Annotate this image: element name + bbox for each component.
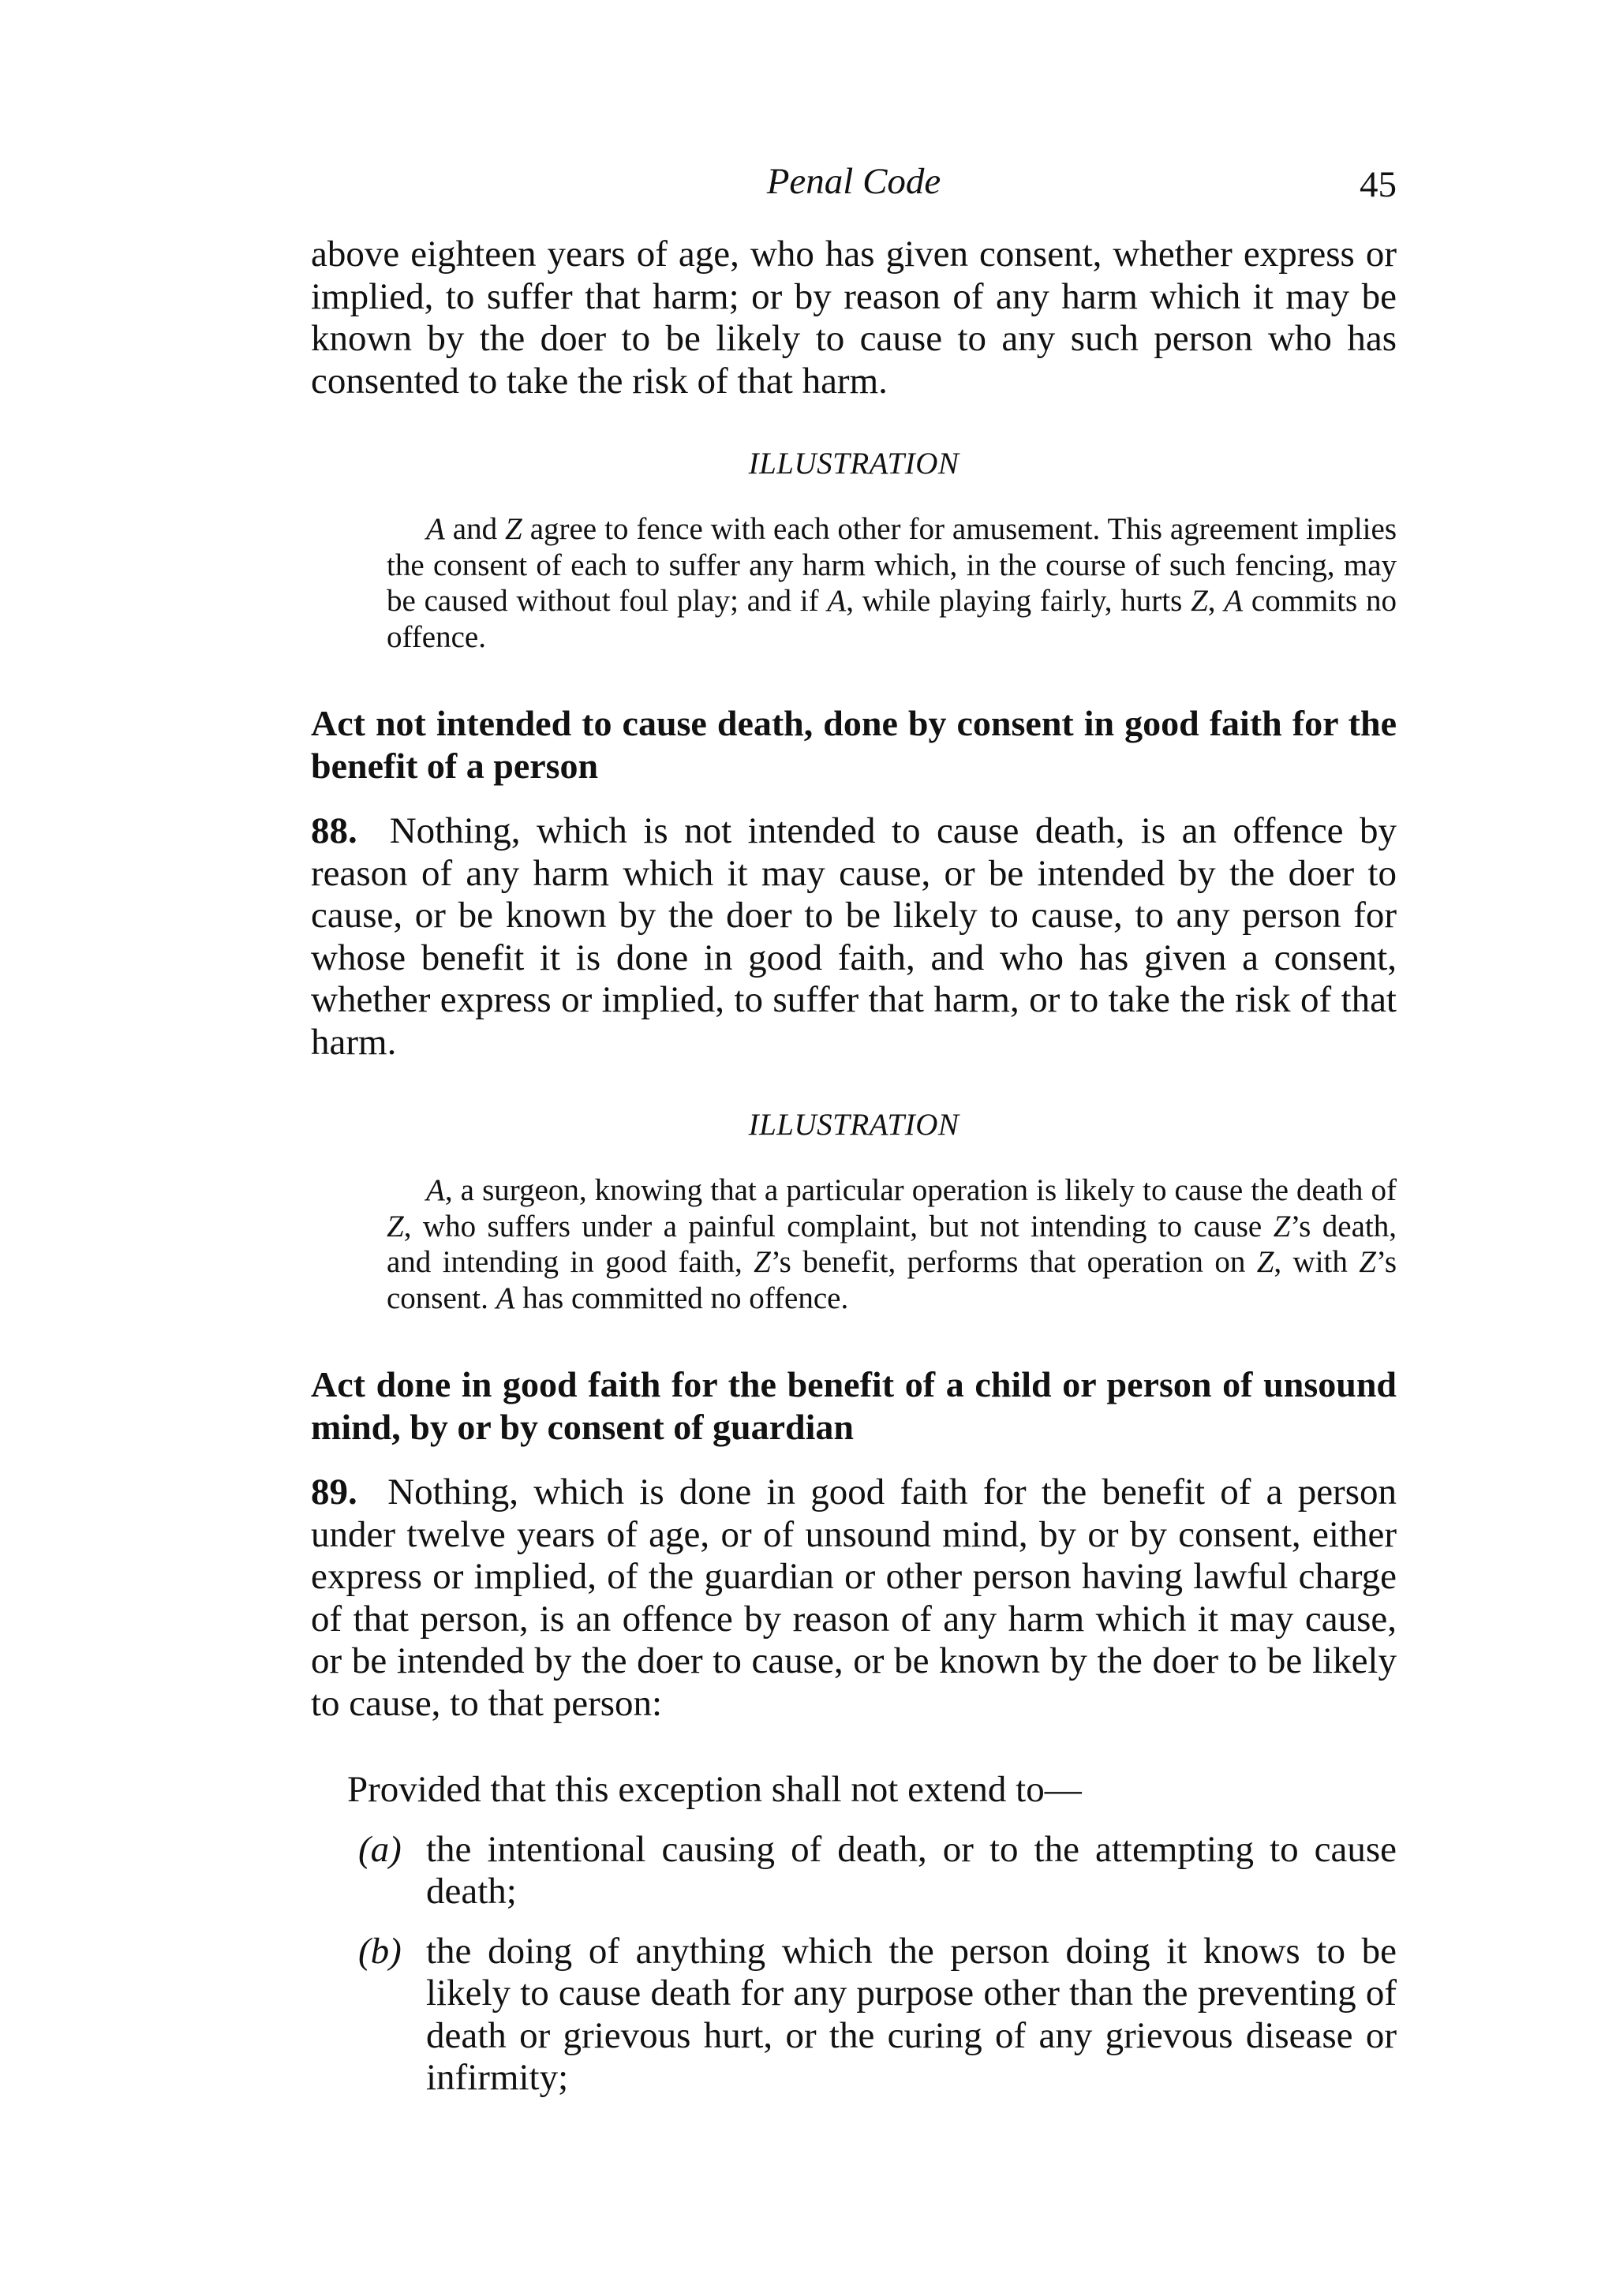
section-89-text <box>311 1471 1397 1725</box>
illustration-party-name: Z <box>1359 1245 1376 1279</box>
illustration-text-span: and <box>444 512 506 546</box>
illustration-text <box>387 511 1397 655</box>
illustration-party-name: Z <box>387 1209 404 1243</box>
section-body: Nothing, which is not intended to cause death, is an offence by reason of any harm which it may cause, or be intended by the doer to cause, or be known by the doer to be likely to cause, to any person for whose benefit it is done in good faith, and who has given a consent, whether express or implied, to suffer that harm, or to take the risk of that harm. <box>311 810 1397 1063</box>
illustration-text-span: , a surgeon, knowing that a particular operation is likely to cause the death of <box>444 1173 1397 1207</box>
section-number: 88. <box>311 810 357 851</box>
section-heading-88: Act not intended to cause death, done by consent in good faith for the benefit of a person <box>311 703 1397 786</box>
illustration-text-span: commits no offence. <box>387 584 1397 654</box>
illustration-party-name: Z <box>1256 1245 1274 1279</box>
section-body: Nothing, which is done in good faith for the benefit of a person under twelve years of age, or of unsound mind, by or by consent, either express or implied, of the guardian or other person having lawful charge of that person, is an offence by reason of any harm which it may cause, or be intended by the doer to cause, or be known by the doer to be likely to cause, to that person: <box>311 1471 1397 1724</box>
illustration-text-span: , who suffers under a painful complaint, but not intending to cause <box>403 1209 1274 1243</box>
illustration-party-name: A <box>1224 584 1244 618</box>
illustration-text-span: has committed no offence. <box>514 1281 849 1315</box>
illustration-party-name: A <box>827 584 847 618</box>
clause-text: the doing of anything which the person doing it knows to be likely to cause death for any purpose other than the preventing of death or grievous hurt, or the curing of any grievous disease or infirmity; <box>426 1930 1397 2098</box>
header-title: Penal Code <box>766 161 941 202</box>
illustration-text-span: , while playing fairly, hurts <box>846 584 1191 618</box>
proviso-text: Provided that this exception shall not extend to— <box>347 1769 1082 1810</box>
illustration-party-name: Z <box>505 512 522 546</box>
illustration-text <box>387 1172 1397 1316</box>
illustration-party-name: Z <box>1273 1209 1291 1243</box>
section-heading-89: Act done in good faith for the benefit of a child or person of unsound mind, by or by consent of guardian <box>311 1364 1397 1447</box>
illustration-text-span: , <box>1207 584 1225 618</box>
illustration-text-span: ’s consent. <box>387 1245 1397 1315</box>
page-number: 45 <box>1360 164 1397 205</box>
illustration-party-name: A <box>426 512 445 546</box>
illustration-party-name: A <box>496 1281 515 1315</box>
clause-b <box>311 1931 1397 2100</box>
illustration-text-span: , with <box>1274 1245 1360 1279</box>
document-page <box>311 158 1397 2117</box>
illustration-text-span: ’s death, and intending in good faith, <box>387 1209 1397 1279</box>
intro-paragraph: above eighteen years of age, who has given consent, whether express or implied, to suffer that harm; or by reason of any harm which it may be known by the doer to be likely to cause to any such person who has consented to take the risk of that harm. <box>311 234 1397 402</box>
section-88-text <box>311 810 1397 1064</box>
illustration-party-name: A <box>426 1173 445 1207</box>
clause-text: the intentional causing of death, or to the attempting to cause death; <box>426 1828 1397 1912</box>
clause-label: (a) <box>358 1828 402 1870</box>
illustration-heading: ILLUSTRATION <box>748 447 960 481</box>
illustration-heading: ILLUSTRATION <box>748 1108 960 1142</box>
section-number: 89. <box>311 1471 357 1513</box>
illustration-text-span: agree to fence with each other for amusement. This agreement implies the consent of each to suffer any harm which, in the course of such fencing, may be caused without foul play; and if <box>387 512 1397 618</box>
clause-a <box>311 1829 1397 1913</box>
running-header <box>311 158 1397 205</box>
illustration-text-span: ’s benefit, performs that operation on <box>770 1245 1257 1279</box>
illustration-party-name: Z <box>754 1245 771 1279</box>
illustration-party-name: Z <box>1191 584 1208 618</box>
clause-label: (b) <box>358 1930 402 1972</box>
